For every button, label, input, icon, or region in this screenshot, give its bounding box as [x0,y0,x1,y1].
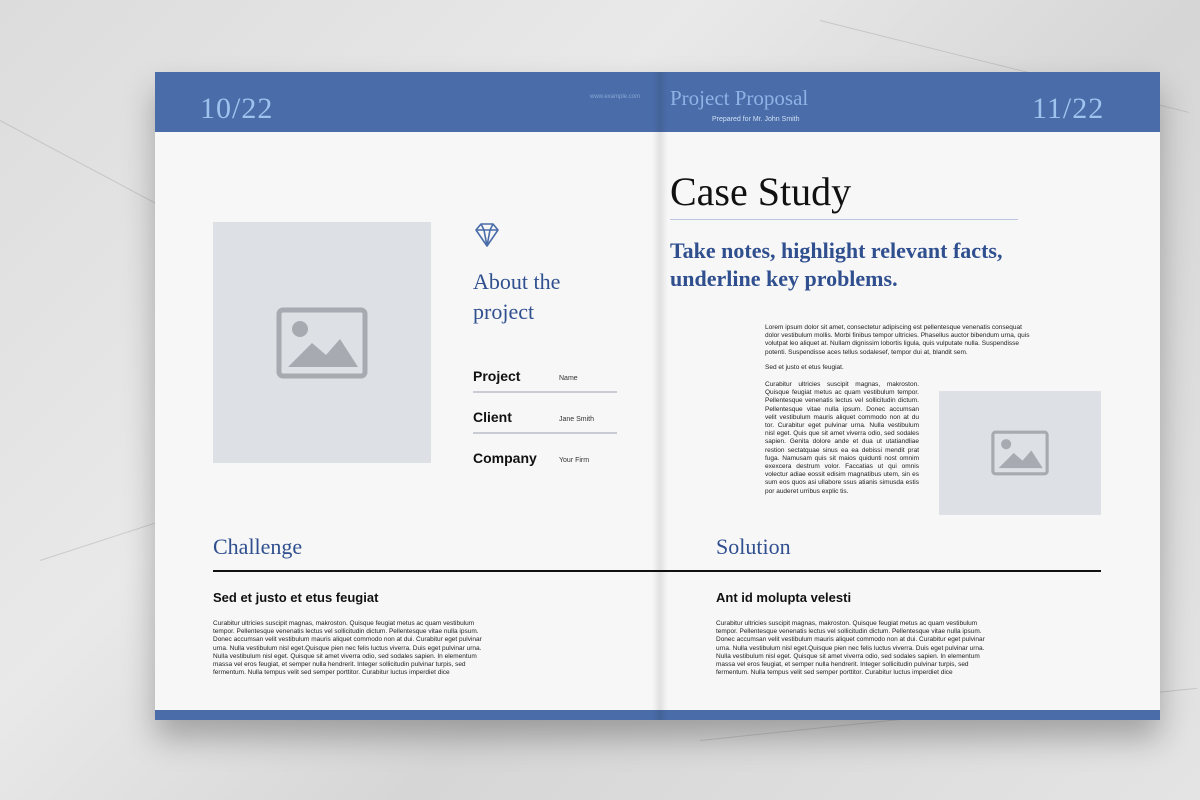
field-label-company: Company [473,450,537,466]
field-label-project: Project [473,368,521,384]
title-underline [670,219,1018,220]
field-divider [473,432,617,434]
body-paragraph: Curabitur ultricies suscipit magnas, makroston. Quisque feugiat metus ac quam vestibulum tempor. Pellentesque venenatis lectus vel sollicitudin dictum. Pellentesque vitae nulla ipsum. Donec accumsan velit vestibulum mauris aliquet commodo non at du tor. Curabitur eget pulvinar urna. Nulla vestibulum nisl eget. Quis que sit amet viverra odio, sed sodales sapien. Genita dolore ande et dua ut utatiandliae restion sectatquae sinus ea ea debissi mendit prat fuga. Namusam quis sit maios quidunti nost omnim exexcera destrum volor. Faccatias ut qui omnis volectur adiae eossit edisim magnatibus utem, sin es sum eos quos asi ullabore ssus atianis simusda estis por auderet urribus explic tis. [765,381,919,495]
challenge-subheading: Sed et justo et etus feugiat [213,590,379,605]
solution-heading: Solution [716,534,791,559]
challenge-paragraph: Curabitur ultricies suscipit magnas, makroston. Quisque feugiat metus ac quam vestibulum tempor. Pellentesque venenatis lectus vel sollicitudin dictum. Pellentesque vitae nulla ipsum. Donec accumsan velit vestibulum mauris aliquet commodo non at dui. Curabitur eget pulvinar urna. Nulla vestibulum nisl eget.Quisque pien nec felis luctus viverra. Duis eget pulvinar urna. Nulla vestibulum nisl eget. Quisque sit amet viverra odio, sed sodales sapien. In elementum massa vel eros feugiat, et semper nulla hendrerit. Integer sollicitudin pulvinar turpis, sed fermentum. Nulla tempus velit sed semper porttitor. Curabitur luctus imperdiet dice [213,620,482,677]
image-placeholder [213,222,431,463]
left-page-number: 10/22 [200,92,274,125]
diamond-icon [473,222,501,248]
brochure-spread [155,72,1160,720]
intro-paragraph: Lorem ipsum dolor sit amet, consectetur adipiscing est pellentesque venenatis consequat dolor vestibulum mollis. Morbi finibus tempor ultricies. Phasellus auctor bibendum urna, quis volutpat leo aliquet at. Nullam dignissim lobortis ligula, quis vulputate nulla. Suspendisse potenti. Suspendisse aces tellus sodalesef, tempor dui at, blandit sem. [765,324,1030,356]
field-value-company: Your Firm [559,457,590,464]
solution-paragraph: Curabitur ultricies suscipit magnas, makroston. Quisque feugiat metus ac quam vestibulum tempor. Pellentesque venenatis lectus vel sollicitudin dictum. Pellentesque vitae nulla ipsum. Donec accumsan velit vestibulum mauris aliquet commodo non at dui. Curabitur eget pulvinar urna. Nulla vestibulum nisl eget.Quisque pien nec felis luctus viverra. Duis eget pulvinar urna. Nulla vestibulum nisl eget. Quisque sit amet viverra odio, sed sodales sapien. In elementum massa vel eros feugiat, et semper nulla hendrerit. Integer sollicitudin pulvinar turpis, sed fermentum. Nulla tempus velit sed semper porttitor. Curabitur luctus imperdiet dice [716,620,985,677]
field-divider [473,391,617,393]
image-placeholder-icon [276,307,368,379]
field-value-project: Name [559,375,578,382]
image-placeholder [939,391,1101,515]
page-gutter [652,72,668,720]
section-divider [213,570,1101,572]
website-url: www.example.com [590,94,641,100]
small-heading: Sed et justo et etus feugiat. [765,364,844,371]
field-label-client: Client [473,409,512,425]
challenge-heading: Challenge [213,534,303,559]
tagline: Take notes, highlight relevant facts, underline key problems. [670,238,1003,291]
case-study-title: Case Study [670,169,852,214]
prepared-for: Prepared for Mr. John Smith [712,116,800,123]
right-page-number: 11/22 [1032,92,1105,125]
image-placeholder-icon [991,430,1049,476]
header-title: Project Proposal [670,86,809,110]
about-heading: About the project [473,269,561,324]
field-value-client: Jane Smith [559,416,595,423]
solution-subheading: Ant id molupta velesti [716,590,852,605]
